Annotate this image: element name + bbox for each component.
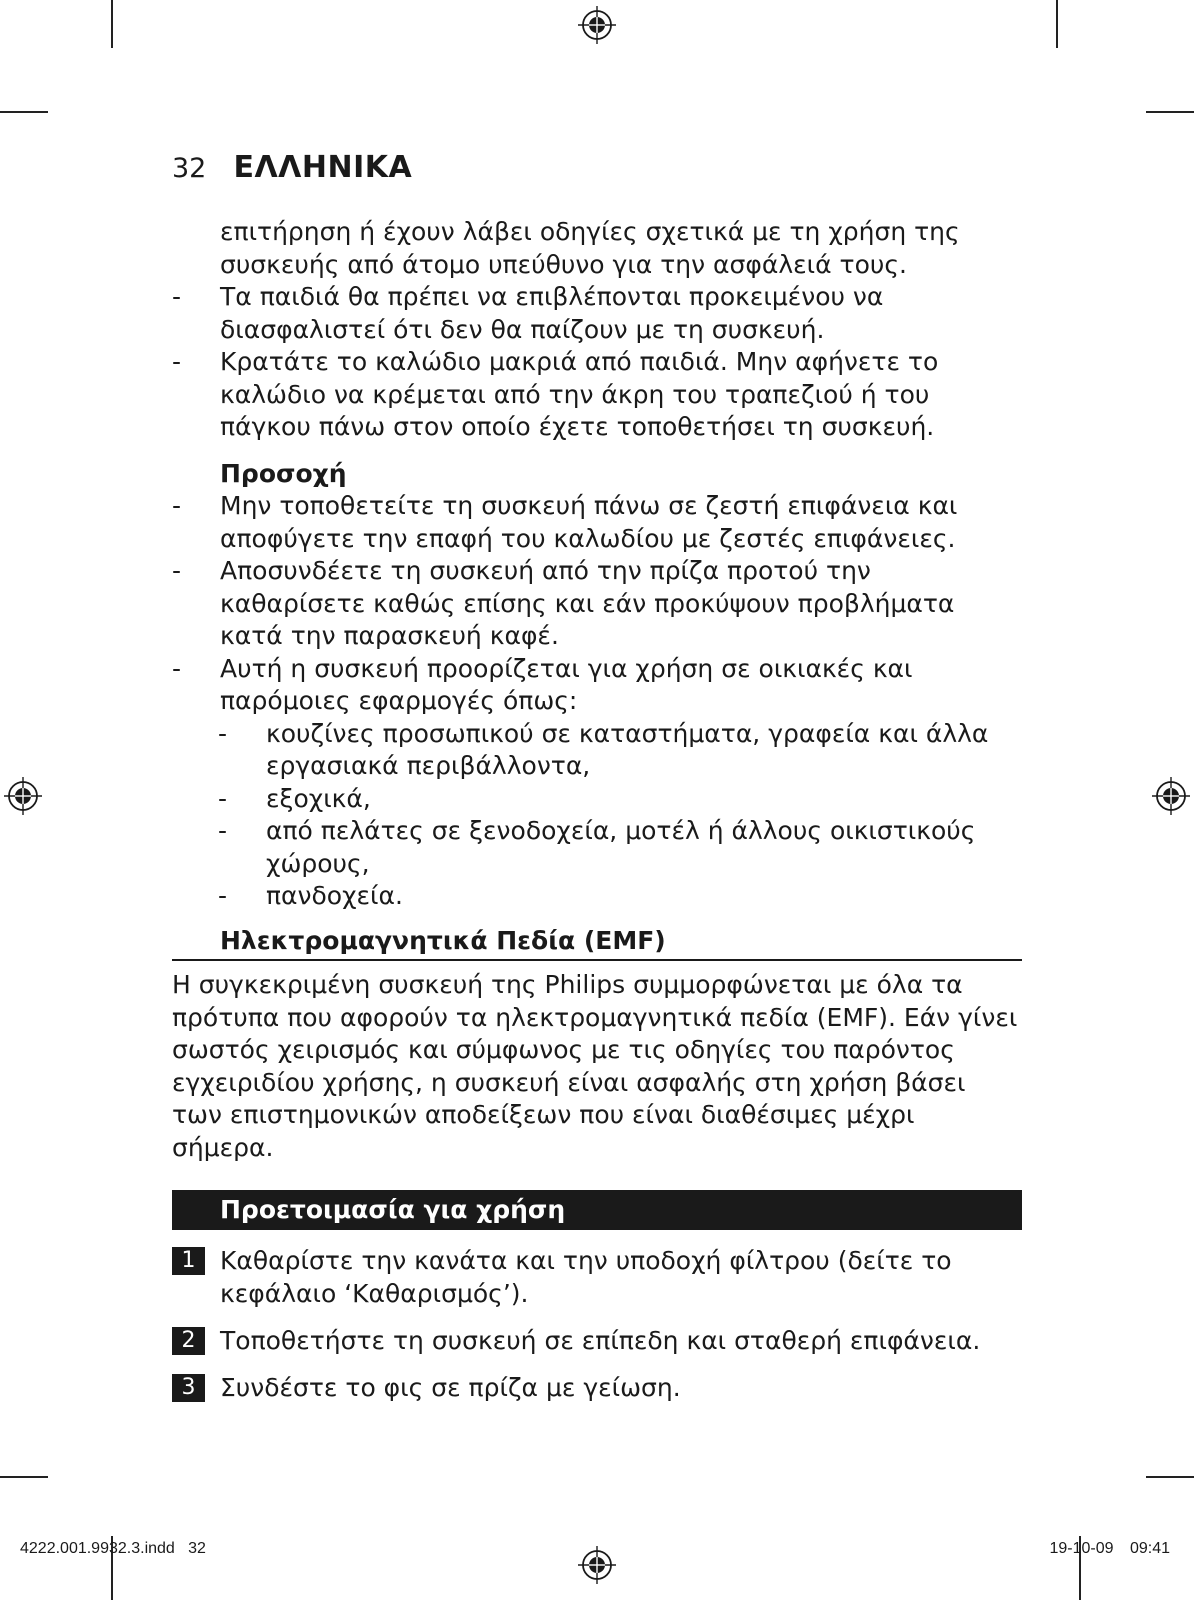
sub-list-item [172, 783, 1022, 816]
registration-mark-icon [4, 777, 42, 815]
sub-list-item-text: από πελάτες σε ξενοδοχεία, μοτέλ ή άλλους οικιστικούς χώρους, [266, 816, 976, 878]
emf-paragraph: Η συγκεκριμένη συσκευή της Philips συμμορφώνεται με όλα τα πρότυπα που αφορούν τα ηλεκτρομαγνητικά πεδία (EMF). Εάν γίνει σωστός χειρισμός και σύμφωνος με τις οδηγίες του παρόντος εγχειριδίου χρήσης, η συσκευή είναι ασφαλής στη χρήση βάσει των επιστημονικών αποδείξεων που είναι διαθέσιμες μέχρι σήμερα. [172, 970, 1018, 1162]
registration-mark-icon [578, 1546, 616, 1584]
list-item [172, 555, 1022, 653]
crop-mark [0, 111, 48, 113]
step-item [172, 1244, 1022, 1310]
list-item [172, 653, 1022, 718]
section-language-title: ΕΛΛΗΝΙΚΑ [233, 150, 413, 185]
sub-list-item-text: εξοχικά, [266, 783, 371, 813]
list-item [172, 281, 1022, 346]
list-item-text: Αποσυνδέετε τη συσκευή από την πρίζα προτού την καθαρίσετε καθώς επίσης και εάν προκύψουν προβλήματα κατά την παρασκευή καφέ. [220, 556, 955, 650]
page-header [172, 150, 412, 190]
caution-heading: Προσοχή [220, 458, 347, 488]
list-item-text: Μην τοποθετείτε τη συσκευή πάνω σε ζεστή επιφάνεια και αποφύγετε την επαφή του καλωδίου με ζεστές επιφάνειες. [220, 491, 958, 553]
list-dash: - [172, 347, 182, 376]
list-item [172, 490, 1022, 555]
step-item [172, 1371, 1022, 1404]
list-dash: - [172, 491, 182, 520]
step-item [172, 1324, 1022, 1357]
sub-list-item-text: κουζίνες προσωπικού σε καταστήματα, γραφεία και άλλα εργασιακά περιβάλλοντα, [266, 718, 989, 780]
footer-file-info: 4222.001.9932.3.indd 32 [20, 1540, 206, 1557]
registration-mark-icon [1152, 777, 1190, 815]
list-item-text: Τα παιδιά θα πρέπει να επιβλέπονται προκειμένου να διασφαλιστεί ότι δεν θα παίζουν με τη συσκευή. [220, 282, 884, 344]
step-text: Καθαρίστε την κανάτα και την υποδοχή φίλτρου (δείτε το κεφάλαιο ‘Καθαρισμός’). [220, 1246, 952, 1308]
sub-list-item [172, 815, 1022, 880]
sub-list-item [172, 718, 1022, 783]
list-item-text: Αυτή η συσκευή προορίζεται για χρήση σε οικιακές και παρόμοιες εφαρμογές όπως: [220, 653, 913, 715]
step-number-box: 1 [172, 1247, 205, 1275]
list-dash: - [172, 653, 182, 683]
list-dash: - [218, 816, 228, 845]
preparation-heading-bar: Προετοιμασία για χρήση [172, 1190, 1022, 1230]
sub-list-item [172, 880, 1022, 913]
list-dash: - [218, 718, 228, 748]
list-item-text: Κρατάτε το καλώδιο μακριά από παιδιά. Μην αφήνετε το καλώδιο να κρέμεται από την άκρη του τραπεζιού ή του πάγκου πάνω στον οποίο έχετε τοποθετήσει τη συσκευή. [220, 347, 939, 441]
list-dash: - [172, 556, 182, 585]
step-number-box: 2 [172, 1327, 205, 1355]
crop-mark [1146, 1476, 1194, 1478]
crop-mark [1146, 111, 1194, 113]
crop-mark [1056, 0, 1058, 48]
list-dash: - [218, 783, 228, 813]
step-number-box: 3 [172, 1374, 205, 1402]
step-text: Συνδέστε το φις σε πρίζα με γείωση. [220, 1373, 681, 1402]
crop-mark [111, 0, 113, 48]
list-item [172, 346, 1022, 444]
list-dash: - [218, 881, 228, 910]
intro-continuation: επιτήρηση ή έχουν λάβει οδηγίες σχετικά με τη χρήση της συσκευής από άτομο υπεύθυνο για την ασφάλειά τους. [220, 217, 960, 279]
sub-list-item-text: πανδοχεία. [266, 881, 403, 910]
step-text: Τοποθετήστε τη συσκευή σε επίπεδη και σταθερή επιφάνεια. [220, 1326, 981, 1355]
page-number: 32 [172, 153, 207, 184]
emf-heading: Ηλεκτρομαγνητικά Πεδία (EMF) [172, 925, 1022, 962]
footer-timestamp: 19-10-09 09:41 [1049, 1540, 1170, 1557]
page-content [172, 216, 1022, 1404]
registration-mark-icon [578, 6, 616, 44]
list-dash: - [172, 282, 182, 311]
crop-mark [0, 1476, 48, 1478]
